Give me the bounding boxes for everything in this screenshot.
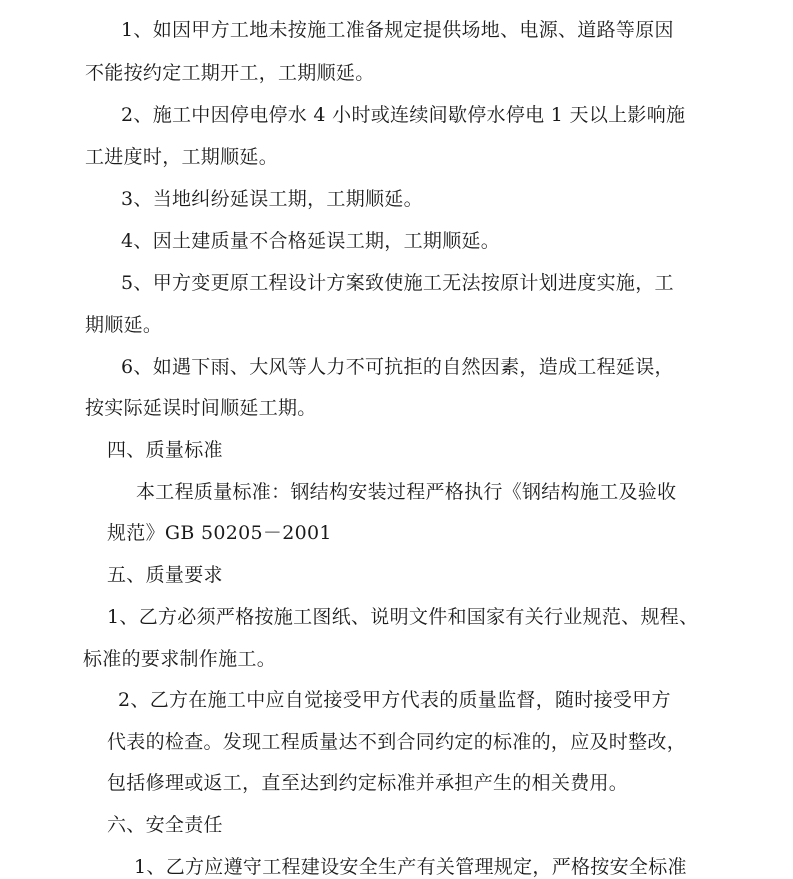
section-heading-safety-responsibility: 六、安全责任 [107,814,223,836]
section-heading-quality-requirements: 五、质量要求 [107,564,223,586]
quality-standard-line-1: 本工程质量标准：钢结构安装过程严格执行《钢结构施工及验收 [136,481,677,503]
safety-clause-1-line-1: 1、乙方应遵守工程建设安全生产有关管理规定，严格按安全标准 [134,856,687,878]
delay-clause-4: 4、因土建质量不合格延误工期，工期顺延。 [121,230,501,252]
section-heading-quality-standard: 四、质量标准 [107,439,223,461]
delay-clause-6-line-1: 6、如遇下雨、大风等人力不可抗拒的自然因素，造成工程延误， [121,356,674,378]
delay-clause-2-line-1: 2、施工中因停电停水 4 小时或连续间歇停水停电 1 天以上影响施 [121,104,686,126]
delay-clause-3: 3、当地纠纷延误工期，工期顺延。 [121,188,423,210]
quality-req-2-line-3: 包括修理或返工，直至达到约定标准并承担产生的相关费用。 [107,772,629,794]
delay-clause-5-line-2: 期顺延。 [85,314,163,336]
delay-clause-5-line-1: 5、甲方变更原工程设计方案致使施工无法按原计划进度实施，工 [121,272,674,294]
quality-standard-line-2: 规范》GB 50205－2001 [107,522,332,544]
quality-req-1-line-1: 1、乙方必须严格按施工图纸、说明文件和国家有关行业规范、规程、 [107,606,699,628]
quality-req-2-line-1: 2、乙方在施工中应自觉接受甲方代表的质量监督，随时接受甲方 [118,689,671,711]
quality-req-1-line-2: 标准的要求制作施工。 [83,648,277,670]
delay-clause-6-line-2: 按实际延误时间顺延工期。 [85,397,317,419]
delay-clause-1-line-1: 1、如因甲方工地未按施工准备规定提供场地、电源、道路等原因 [121,19,674,41]
delay-clause-2-line-2: 工进度时，工期顺延。 [85,146,279,168]
quality-req-2-line-2: 代表的检查。发现工程质量达不到合同约定的标准的，应及时整改， [107,731,687,753]
delay-clause-1-line-2: 不能按约定工期开工，工期顺延。 [85,62,375,84]
